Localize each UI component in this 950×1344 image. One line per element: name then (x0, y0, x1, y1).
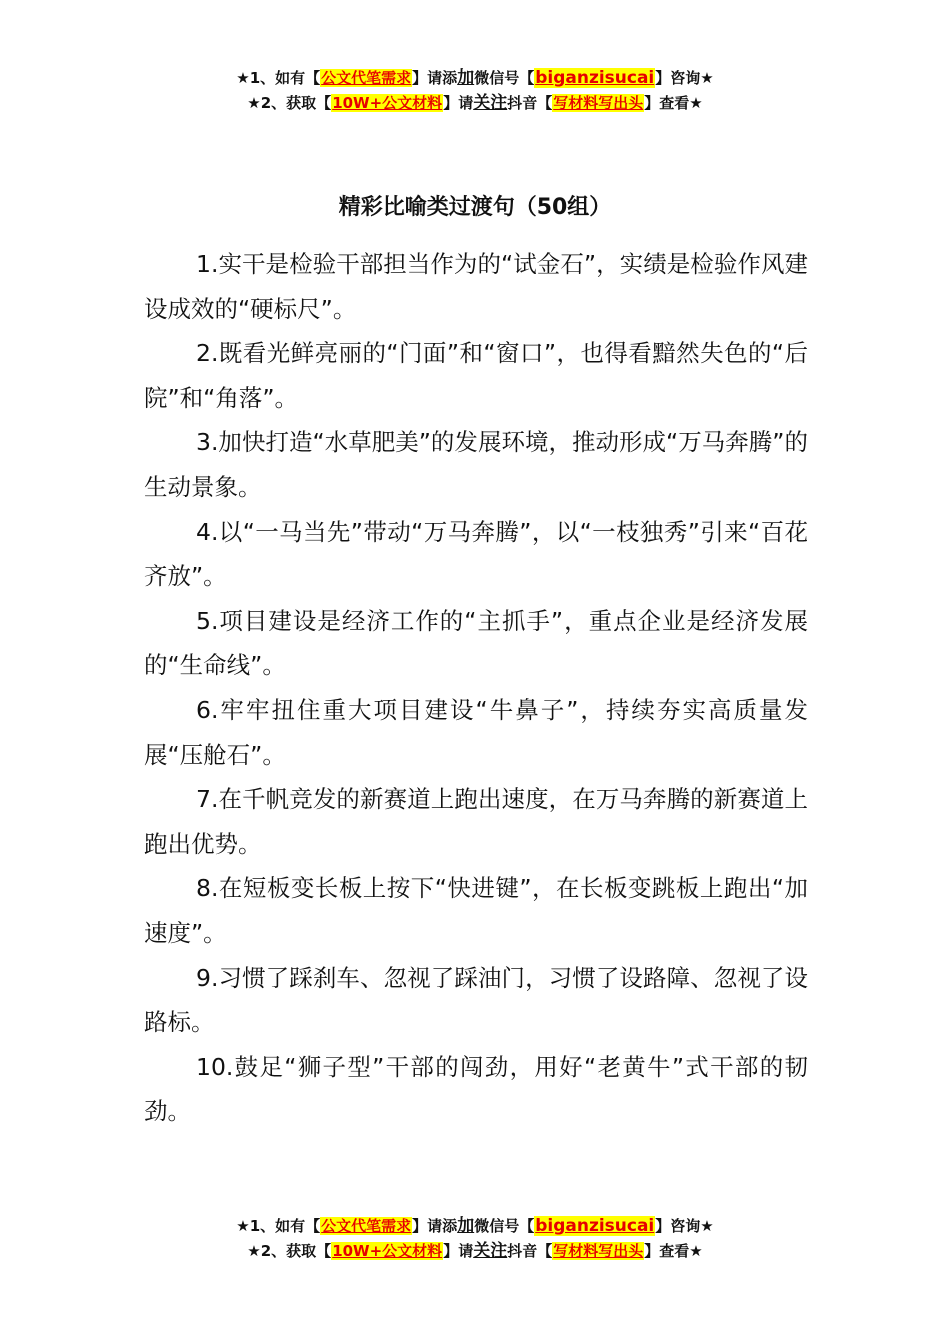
paragraph-3: 3.加快打造“水草肥美”的发展环境，推动形成“万马奔腾”的生动景象。 (144, 428, 808, 501)
banner-line-2-mid1: 】请 (443, 94, 474, 112)
banner-highlight-douyin: 写材料写出头 (553, 94, 644, 112)
banner-highlight-materials: 10W+公文材料 (332, 94, 443, 112)
footer-line-2-prefix: ★2、获取【 (247, 1242, 332, 1260)
footer-line-1-prefix: ★1、如有【 (236, 1217, 321, 1235)
banner-line-1-emph: 加 (457, 68, 475, 88)
banner-highlight-service: 公文代笔需求 (321, 69, 412, 87)
footer-line-1-suffix: 】咨询★ (655, 1217, 714, 1235)
footer-line-1 (0, 1214, 950, 1239)
footer-line-2-mid1: 】请 (443, 1242, 474, 1260)
banner-line-2-suffix: 】查看★ (644, 94, 703, 112)
footer-highlight-materials: 10W+公文材料 (332, 1242, 443, 1260)
footer-line-2 (0, 1239, 950, 1264)
document-body (144, 242, 808, 1134)
banner-line-2-mid2: 抖音【 (507, 94, 553, 112)
footer-highlight-douyin: 写材料写出头 (553, 1242, 644, 1260)
footer-banner (0, 1214, 950, 1264)
footer-line-2-mid2: 抖音【 (507, 1242, 553, 1260)
banner-line-1-suffix: 】咨询★ (655, 69, 714, 87)
paragraph-8: 8.在短板变长板上按下“快进键”，在长板变跳板上跑出“加速度”。 (144, 874, 808, 947)
footer-line-2-emph: 关注 (473, 1241, 508, 1261)
paragraph-2: 2.既看光鲜亮丽的“门面”和“窗口”，也得看黯然失色的“后院”和“角落”。 (144, 339, 808, 412)
footer-highlight-service: 公文代笔需求 (321, 1217, 412, 1235)
paragraph-4: 4.以“一马当先”带动“万马奔腾”，以“一枝独秀”引来“百花齐放”。 (144, 517, 808, 591)
footer-line-1-mid1: 】请添 (412, 1217, 458, 1235)
banner-line-1-prefix: ★1、如有【 (236, 69, 321, 87)
paragraph-1: 1.实干是检验干部担当作为的“试金石”，实绩是检验作风建设成效的“硬标尺”。 (144, 250, 808, 323)
paragraph-7: 7.在千帆竞发的新赛道上跑出速度，在万马奔腾的新赛道上跑出优势。 (144, 785, 808, 858)
paragraph-6: 6.牢牢扭住重大项目建设“牛鼻子”，持续夯实高质量发展“压舱石”。 (144, 695, 808, 769)
footer-line-1-emph: 加 (457, 1216, 475, 1236)
paragraph-9: 9.习惯了踩刹车、忽视了踩油门，习惯了设路障、忽视了设路标。 (144, 963, 808, 1037)
document-title: 精彩比喻类过渡句（50组） (338, 195, 612, 220)
banner-line-2-emph: 关注 (473, 93, 508, 113)
banner-line-1 (0, 66, 950, 91)
header-banner (0, 66, 950, 116)
paragraph-10: 10.鼓足“狮子型”干部的闯劲，用好“老黄牛”式干部的韧劲。 (144, 1052, 808, 1126)
banner-line-1-mid1: 】请添 (412, 69, 458, 87)
paragraph-5: 5.项目建设是经济工作的“主抓手”，重点企业是经济发展的“生命线”。 (144, 606, 808, 680)
footer-line-1-mid2: 微信号【 (474, 1217, 535, 1235)
banner-line-2-prefix: ★2、获取【 (247, 94, 332, 112)
banner-line-2 (0, 91, 950, 116)
footer-line-2-suffix: 】查看★ (644, 1242, 703, 1260)
footer-highlight-wechat: biganzisucai (535, 1216, 655, 1236)
banner-line-1-mid2: 微信号【 (474, 69, 535, 87)
banner-highlight-wechat: biganzisucai (535, 68, 655, 88)
